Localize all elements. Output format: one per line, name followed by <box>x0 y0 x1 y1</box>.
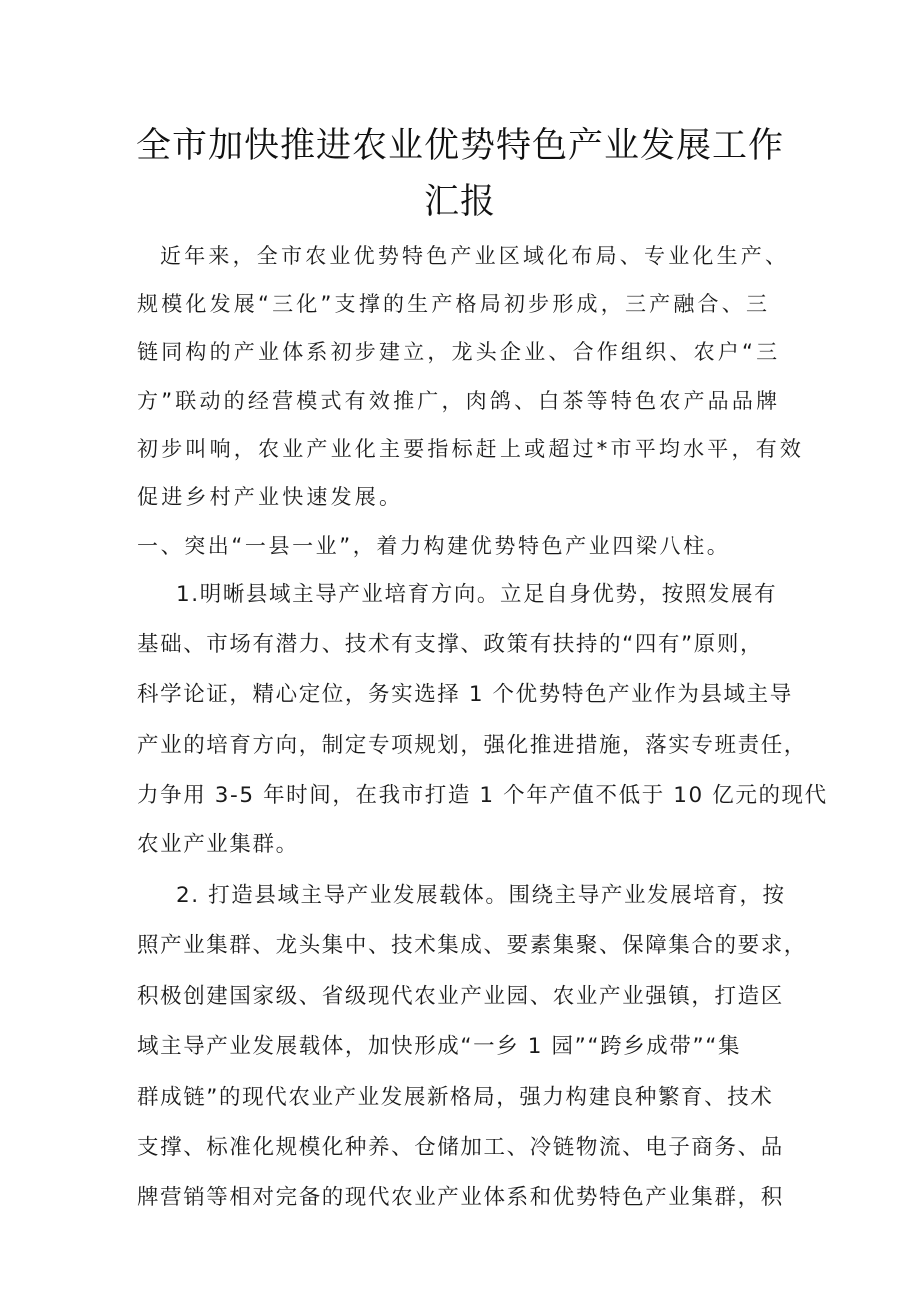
item-1-line: 产业的培育方向，制定专项规划，强化推进措施，落实专班责任， <box>137 733 807 758</box>
intro-line: 促进乡村产业快速发展。 <box>137 485 404 509</box>
intro-line: 规模化发展“三化”支撑的生产格局初步形成，三产融合、三 <box>137 292 771 316</box>
item-1-line: 科学论证，精心定位，务实选择 1 个优势特色产业作为县域主导 <box>137 682 793 707</box>
item-2-line: 牌营销等相对完备的现代农业产业体系和优势特色产业集群，积 <box>137 1185 784 1210</box>
item-1-line: 基础、市场有潜力、技术有支撑、政策有扶持的“四有”原则， <box>137 632 764 657</box>
item-1-line: 1.明晰县域主导产业培育方向。立足自身优势，按照发展有 <box>176 582 778 607</box>
item-2-line: 群成链”的现代农业产业发展新格局，强力构建良种繁育、技术 <box>137 1085 774 1110</box>
item-2-line: 积极创建国家级、省级现代农业产业园、农业产业强镇，打造区 <box>137 984 784 1009</box>
item-2-line: 照产业集群、龙头集中、技术集成、要素集聚、保障集合的要求， <box>137 933 807 958</box>
item-2-line: 2. 打造县域主导产业发展载体。围绕主导产业发展培育，按 <box>176 883 786 908</box>
section-heading: 一、突出“一县一业”，着力构建优势特色产业四梁八柱。 <box>137 534 731 558</box>
intro-line: 方”联动的经营模式有效推广，肉鸽、白茶等特色农产品品牌 <box>137 389 781 413</box>
item-2-line: 支撑、标准化规模化种养、仓储加工、冷链物流、电子商务、品 <box>137 1135 784 1160</box>
intro-line: 初步叫响，农业产业化主要指标赶上或超过*市平均水平，有效 <box>137 437 805 461</box>
intro-line: 链同构的产业体系初步建立，龙头企业、合作组织、农户“三 <box>137 340 781 364</box>
intro-line: 近年来，全市农业优势特色产业区域化布局、专业化生产、 <box>160 244 790 268</box>
item-2-line: 域主导产业发展载体，加快形成“一乡 1 园”“跨乡成带”“集 <box>137 1034 742 1059</box>
document-title-line-1: 全市加快推进农业优势特色产业发展工作 <box>135 126 784 166</box>
item-1-line: 力争用 3-5 年时间，在我市打造 1 个年产值不低于 10 亿元的现代 <box>137 783 828 808</box>
document-title-line-2: 汇报 <box>423 182 496 222</box>
item-1-line: 农业产业集群。 <box>137 832 299 857</box>
